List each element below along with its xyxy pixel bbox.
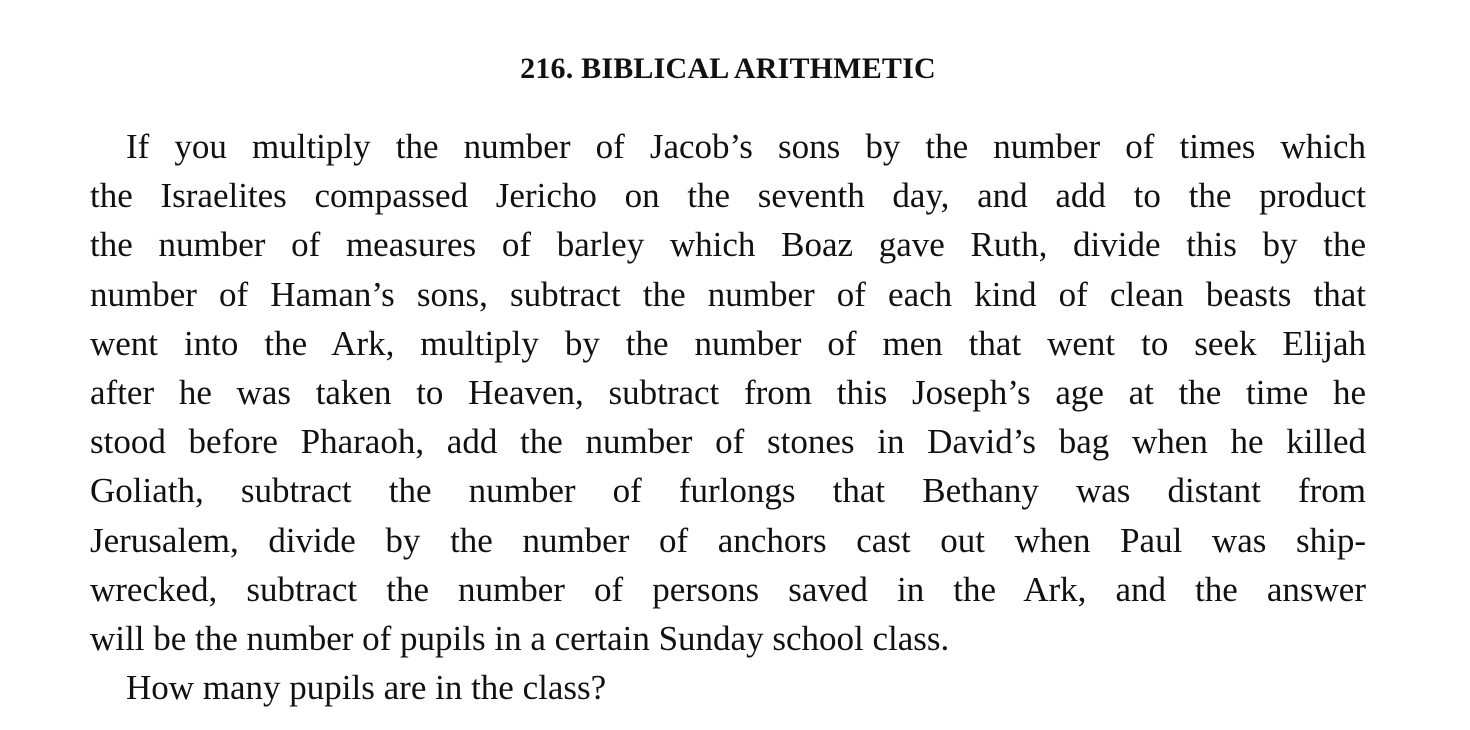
paragraph-line: the number of measures of barley which Boaz gave Ruth, divide this by the bbox=[90, 225, 1366, 265]
paragraph-line: after he was taken to Heaven, subtract from this Joseph’s age at the time he bbox=[90, 372, 1366, 412]
page-title: 216. BIBLICAL ARITHMETIC bbox=[520, 52, 936, 85]
paragraph-line: wrecked, subtract the number of persons saved in the Ark, and the answer bbox=[90, 569, 1366, 609]
paragraph-line: will be the number of pupils in a certain Sunday school class. bbox=[90, 618, 950, 658]
paragraph-line: If you multiply the number of Jacob’s sons by the number of times which bbox=[126, 127, 1366, 166]
paragraph-line: went into the Ark, multiply by the number of men that went to seek Elijah bbox=[90, 323, 1366, 363]
paragraph-line: Jerusalem, divide by the number of anchors cast out when Paul was ship- bbox=[90, 520, 1366, 560]
puzzle-text bbox=[90, 122, 1366, 712]
question-line: How many pupils are in the class? bbox=[126, 668, 607, 708]
paragraph-line: stood before Pharaoh, add the number of stones in David’s bag when he killed bbox=[90, 422, 1366, 462]
paragraph-line: Goliath, subtract the number of furlongs that Bethany was distant from bbox=[90, 471, 1366, 511]
paragraph-line: the Israelites compassed Jericho on the seventh day, and add to the product bbox=[90, 176, 1366, 216]
paragraph-line: number of Haman’s sons, subtract the number of each kind of clean beasts that bbox=[90, 274, 1366, 314]
